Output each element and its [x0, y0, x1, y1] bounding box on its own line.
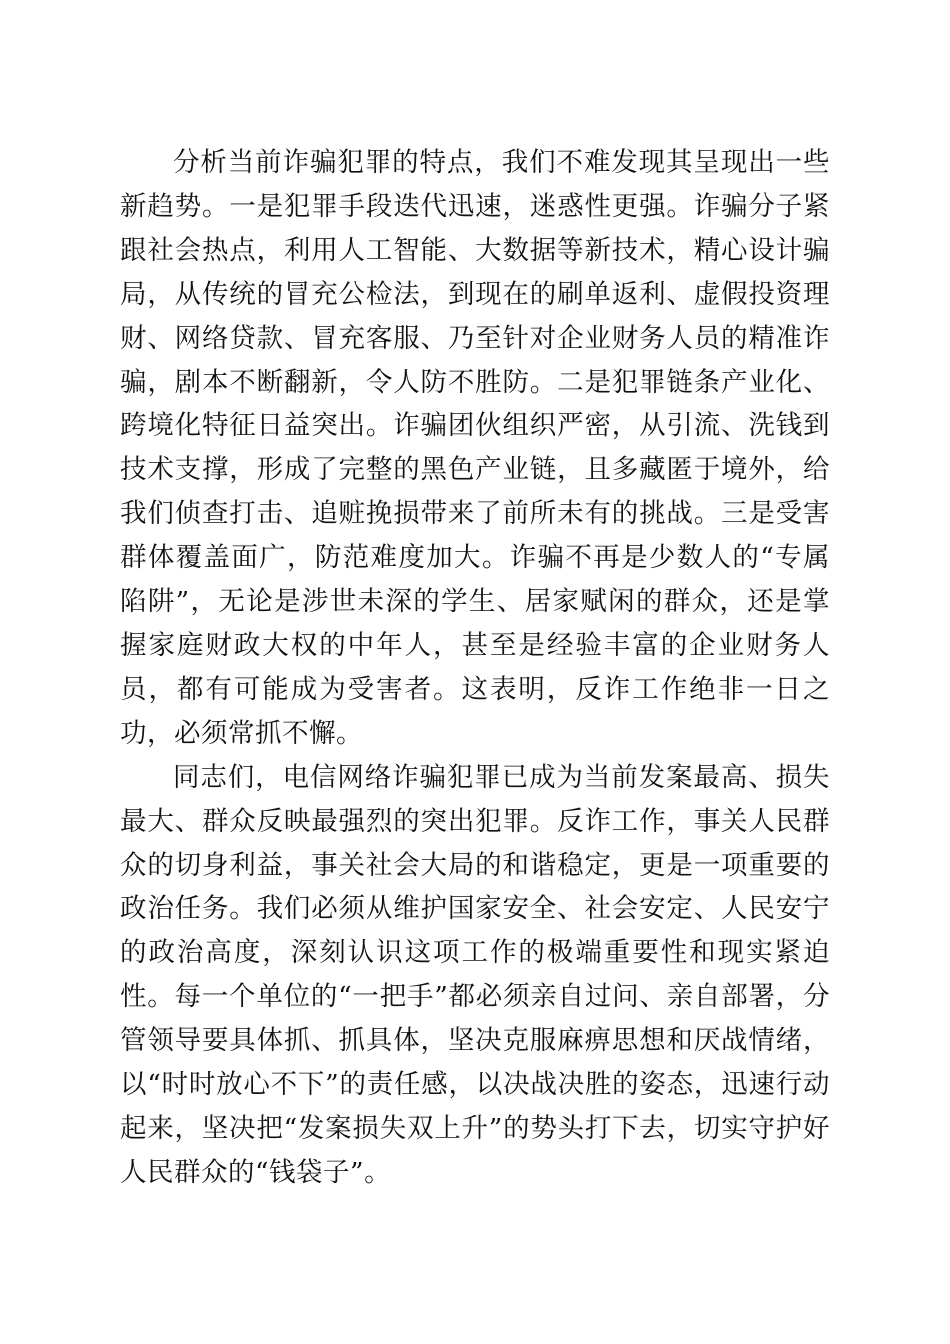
paragraph-anti-fraud-call: 同志们，电信网络诈骗犯罪已成为当前发案最高、损失最大、群众反映最强烈的突出犯罪。反诈工作，事关人民群众的切身利益，事关社会大局的和谐稳定，更是一项重要的政治任务。我们必须从维护国家安全、社会安定、人民安宁的政治高度，深刻认识这项工作的极端重要性和现实紧迫性。每一个单位的“一把手”都必须亲自过问、亲自部署，分管领导要具体抓、抓具体，坚决克服麻痹思想和厌战情绪，以“时时放心不下”的责任感，以决战决胜的姿态，迅速行动起来，坚决把“发案损失双上升”的势头打下去，切实守护好人民群众的“钱袋子”。 [120, 761, 830, 1188]
document-body [120, 141, 830, 1195]
paragraph-fraud-trends: 分析当前诈骗犯罪的特点，我们不难发现其呈现出一些新趋势。一是犯罪手段迭代迅速，迷惑性更强。诈骗分子紧跟社会热点，利用人工智能、大数据等新技术，精心设计骗局，从传统的冒充公检法，到现在的刷单返利、虚假投资理财、网络贷款、冒充客服、乃至针对企业财务人员的精准诈骗，剧本不断翻新，令人防不胜防。二是犯罪链条产业化、跨境化特征日益突出。诈骗团伙组织严密，从引流、洗钱到技术支撑，形成了完整的黑色产业链，且多藏匿于境外，给我们侦查打击、追赃挽损带来了前所未有的挑战。三是受害群体覆盖面广，防范难度加大。诈骗不再是少数人的“专属陷阱”，无论是涉世未深的学生、居家赋闲的群众，还是掌握家庭财政大权的中年人，甚至是经验丰富的企业财务人员，都有可能成为受害者。这表明，反诈工作绝非一日之功，必须常抓不懈。 [120, 147, 830, 749]
